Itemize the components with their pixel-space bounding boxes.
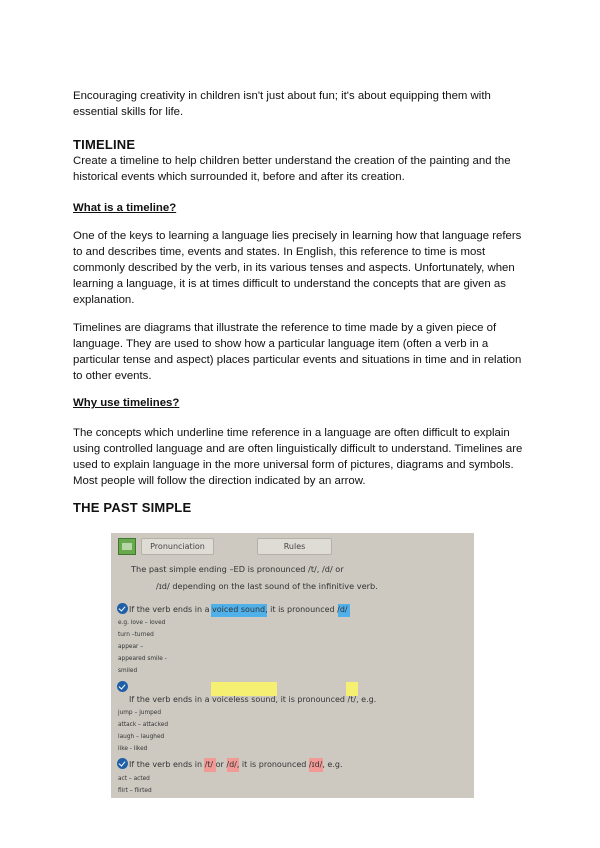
why-use-timelines-heading: Why use timelines? bbox=[73, 397, 180, 409]
what-is-timeline-heading: What is a timeline? bbox=[73, 202, 177, 214]
t-highlight bbox=[346, 682, 358, 696]
timeline-heading: TIMELINE bbox=[73, 137, 136, 152]
voiced-rule: If the verb ends in a voiced sound, it is pronounced /d/ bbox=[129, 605, 348, 614]
voiced-example: appear – bbox=[118, 644, 144, 650]
td-rule: If the verb ends in /t/ or /d/, it is pronounced /ɪd/, e.g. bbox=[129, 760, 343, 769]
intro-paragraph: Encouraging creativity in children isn't just about fun; it's about equipping them with essential skills for life. bbox=[73, 90, 491, 118]
tab-pronunciation: Pronunciation bbox=[141, 538, 214, 555]
voiced-example: e.g. love – loved bbox=[118, 620, 166, 626]
voiceless-example: attack – attacked bbox=[118, 722, 169, 728]
voiceless-example: jump – jumped bbox=[118, 710, 162, 716]
app-logo-icon bbox=[118, 538, 136, 555]
check-icon bbox=[117, 603, 128, 614]
rule-line-2: /ɪd/ depending on the last sound of the infinitive verb. bbox=[156, 581, 378, 591]
timeline-paragraph: Create a timeline to help children better understand the creation of the painting and the historical events which surrounded it, before and after its creation. bbox=[73, 155, 511, 183]
td-example: flirt – flirted bbox=[118, 788, 152, 794]
voiceless-highlight bbox=[211, 682, 277, 696]
rule-line-1: The past simple ending –ED is pronounced /t/, /d/ or bbox=[131, 564, 344, 574]
check-icon bbox=[117, 681, 128, 692]
voiceless-rule: If the verb ends in a voiceless sound, it is pronounced /t/, e.g. bbox=[129, 695, 377, 704]
check-icon bbox=[117, 758, 128, 769]
past-simple-heading: THE PAST SIMPLE bbox=[73, 500, 192, 515]
tab-rules: Rules bbox=[257, 538, 332, 555]
voiced-example: appeared smile - bbox=[118, 656, 167, 662]
pronunciation-screenshot bbox=[111, 533, 474, 798]
voiceless-example: like - liked bbox=[118, 746, 148, 752]
voiced-example: smiled bbox=[118, 668, 138, 674]
what-paragraph-1: One of the keys to learning a language lies precisely in learning how that language refers to and describes time, events and states. In English, this reference to time is most commonly described by the verb, in its various tenses and aspects. Unfortunately, when learning a language, it is at times difficult to understand the concepts that are given as explanation. bbox=[73, 230, 522, 306]
why-paragraph: The concepts which underline time reference in a language are often difficult to explain using controlled language and are often linguistically difficult to understand. Timelines are used to explain language in the more universal form of pictures, diagrams and symbols. Most people will follow the direction indicated by an arrow. bbox=[73, 427, 523, 487]
td-example: act – acted bbox=[118, 776, 150, 782]
voiceless-example: laugh – laughed bbox=[118, 734, 165, 740]
voiced-example: turn –turned bbox=[118, 632, 154, 638]
what-paragraph-2: Timelines are diagrams that illustrate the reference to time made by a given piece of language. They are used to show how a particular language item (often a verb in a particular tense and aspect) places particular events and situations in time and in relation to other events. bbox=[73, 322, 522, 382]
